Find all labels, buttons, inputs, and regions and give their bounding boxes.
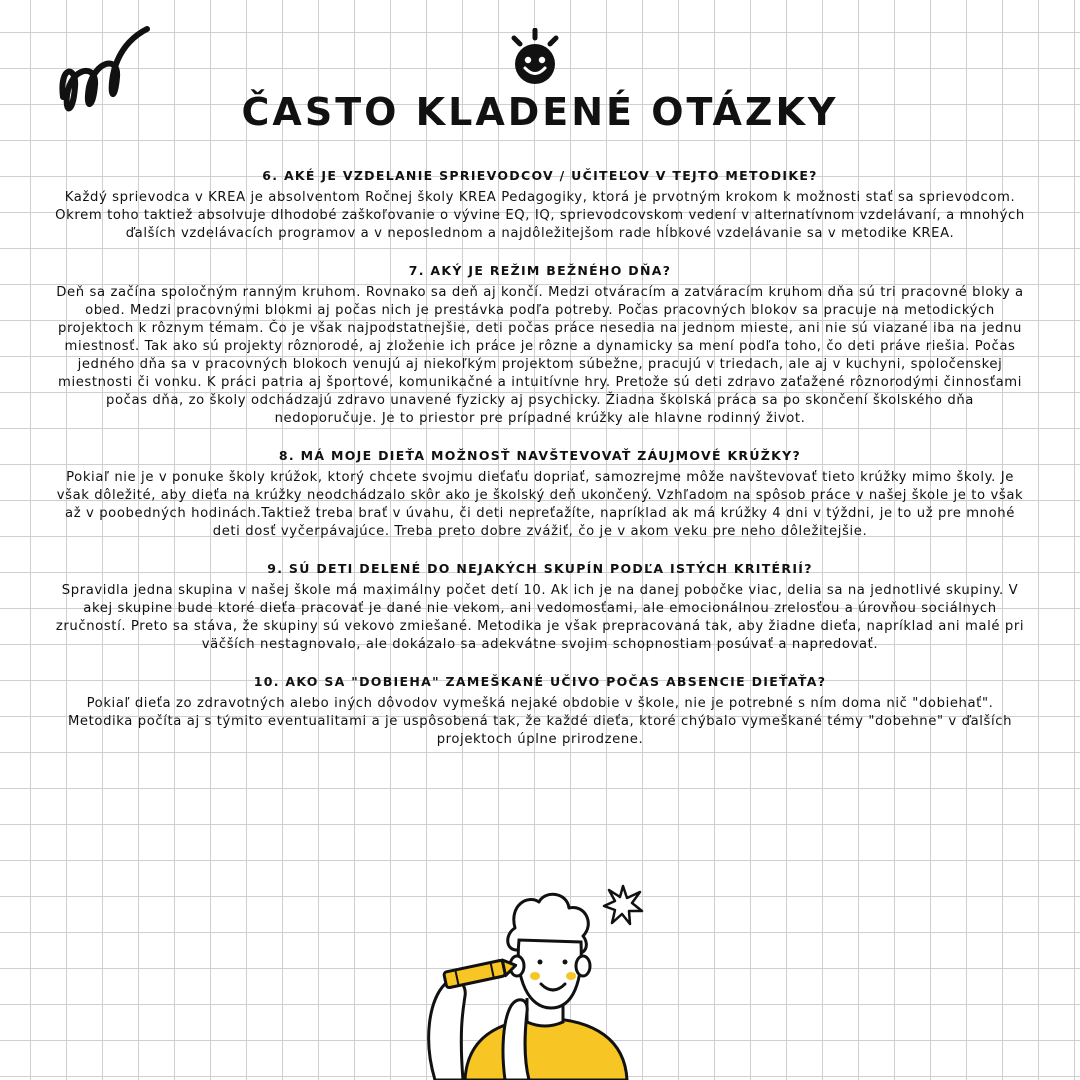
faq-answer: Pokiaľ dieťa zo zdravotných alebo iných dôvodov vymešká nejaké obdobie v škole, nie je potrebné s ním doma nič "dobiehať". Metodika počíta aj s týmito eventualitami a je uspôsobená tak, že každé dieťa, ktoré chýbalo vymeškané témy "dobehne" v ďalších projektoch úplne prirodzene. — [67, 696, 1013, 747]
faq-item-6 — [55, 168, 1025, 243]
faq-question: 9. SÚ DETI DELENÉ DO NEJAKÝCH SKUPÍN PODĽA ISTÝCH KRITÉRIÍ? — [267, 561, 813, 576]
faq-item-8 — [55, 448, 1025, 541]
faq-question: 10. AKO SA "DOBIEHA" ZAMEŠKANÉ UČIVO POČAS ABSENCIE DIEŤAŤA? — [253, 674, 827, 689]
faq-item-7 — [55, 263, 1025, 428]
faq-item-10 — [55, 674, 1025, 749]
page-title: ČASTO KLADENÉ OTÁZKY — [241, 90, 839, 134]
faq-list — [55, 168, 1025, 769]
boy-holding-crayon-illustration — [405, 880, 675, 1080]
faq-question: 7. AKÝ JE REŽIM BEŽNÉHO DŇA? — [408, 263, 672, 278]
faq-answer: Každý sprievodca v KREA je absolventom Ročnej školy KREA Pedagogiky, ktorá je prvotným krokom k možnosti stať sa sprievodcom. Okrem toho taktiež absolvuje dlhodobé zaškoľovanie o vývine EQ, IQ, sprievodcovskom vedení v alternatívnom vzdelávaní, a mnohých ďalších vzdelávacích programov a v neposlednom a najdôležitejšom rade hĺbkové vzdelávanie sa v metodike KREA. — [55, 190, 1025, 241]
faq-answer: Pokiaľ nie je v ponuke školy krúžok, ktorý chcete svojmu dieťaťu dopriať, samozrejme môže navštevovať tieto krúžky mimo školy. Je však dôležité, aby dieťa na krúžky neodchádzalo skôr ako je školský deň ukončený. Vzhľadom na spôsob práce v našej škole je to však až v poobedných hodinách.Taktiež treba brať v úvahu, či deti nepreťažíte, napríklad ak má krúžky 4 dni v týždni, je to už pre mnohé deti dosť vyčerpávajúce. Treba preto dobre zvážiť, čo je v akom veku pre neho dôležitejšie. — [56, 470, 1024, 539]
faq-question: 8. MÁ MOJE DIEŤA MOŽNOSŤ NAVŠTEVOVAŤ ZÁUJMOVÉ KRÚŽKY? — [278, 448, 802, 463]
faq-answer: Deň sa začína spoločným ranným kruhom. Rovnako sa deň aj končí. Medzi otváracím a zatváracím kruhom dňa sú tri pracovné bloky a obed. Medzi pracovnými blokmi aj počas nich je prestávka podľa potreby. Počas pracovných blokov sa pracuje na metodických projektoch k rôznym témam. Čo je však najpodstatnejšie, deti počas práce nesedia na jednom mieste, ani nie sú viazané iba na jednu miestnosť. Tak ako sú projekty rôznorodé, aj zloženie ich práce je rôzne a dynamicky sa mení podľa toho, čo deti práve riešia. Počas jedného dňa sa v pracovných blokoch venujú aj niekoľkým projektom súbežne, pracujú v triedach, ale aj v kuchyni, spoločenskej miestnosti či vonku. K práci patria aj športové, komunikačné a intuitívne hry. Pretože sú deti zdravo zaťažené rôznorodými činnosťami počas dňa, zo školy odchádzajú zdravo unavené fyzicky aj psychicky. Žiadna školská práca sa po skončení školského dňa nedoporučuje. Je to priestor pre prípadné krúžky ale hlavne rodinný život. — [56, 285, 1024, 426]
faq-item-9 — [55, 561, 1025, 654]
faq-question: 6. AKÉ JE VZDELANIE SPRIEVODCOV / UČITEĽOV V TEJTO METODIKE? — [262, 168, 818, 183]
smiling-sun-icon — [505, 28, 565, 88]
faq-answer: Spravidla jedna skupina v našej škole má maximálny počet detí 10. Ak ich je na danej pobočke viac, delia sa na jednotlivé skupiny. V akej skupine bude ktoré dieťa pracovať je dané nie vekom, ani vedomosťami, ale emocionálnou zrelosťou a úrovňou sociálnych zručností. Preto sa stáva, že skupiny sú vekovo zmiešané. Metodika je však prepracovaná tak, aby žiadne dieťa, napríklad ani malé pri väčších nestagnovalo, ale dokázalo sa adekvátne svojim schopnostiam posúvať a napredovať. — [55, 583, 1025, 652]
